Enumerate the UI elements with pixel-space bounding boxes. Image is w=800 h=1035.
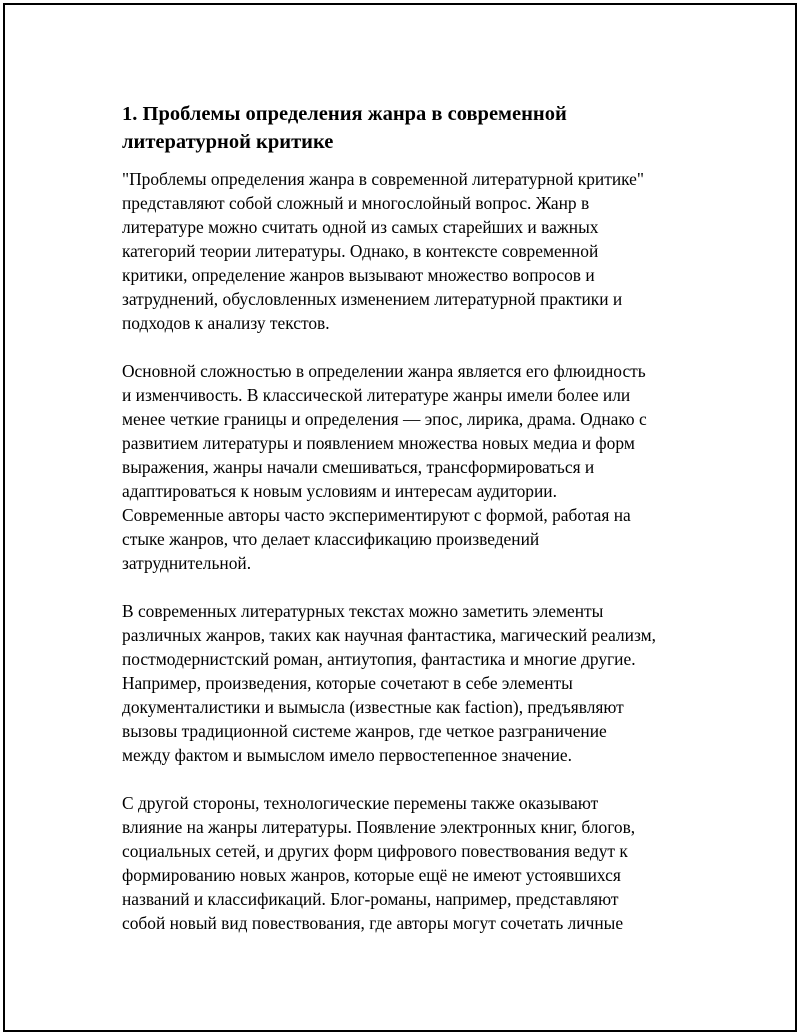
- paragraph-line: и изменчивость. В классической литературе жанры имели более или: [122, 385, 631, 405]
- paragraph-line: литературе можно считать одной из самых старейших и важных: [122, 217, 599, 237]
- paragraph-line: представляют собой сложный и многослойный вопрос. Жанр в: [122, 193, 590, 213]
- paragraph: [122, 791, 688, 935]
- paragraph-line: постмодернистский роман, антиутопия, фантастика и многие другие.: [122, 649, 636, 669]
- paragraph-line: развитием литературы и появлением множества новых медиа и форм: [122, 433, 635, 453]
- paragraph-line: собой новый вид повествования, где авторы могут сочетать личные: [122, 913, 624, 933]
- paragraph: [122, 167, 688, 335]
- paragraph-line: Основной сложностью в определении жанра является его флюидность: [122, 361, 646, 381]
- paragraph-line: С другой стороны, технологические перемены также оказывают: [122, 793, 599, 813]
- section-heading: [122, 100, 688, 156]
- paragraph: [122, 599, 688, 767]
- paragraph-line: стыке жанров, что делает классификацию произведений: [122, 529, 540, 549]
- paragraph-line: категорий теории литературы. Однако, в контексте современной: [122, 241, 599, 261]
- paragraph-line: адаптироваться к новым условиям и интересам аудитории.: [122, 481, 557, 501]
- paragraph-line: затруднительной.: [122, 553, 252, 573]
- paragraph-line: критики, определение жанров вызывают множество вопросов и: [122, 265, 595, 285]
- paragraph-line: документалистики и вымысла (известные как faction), предъявляют: [122, 697, 624, 717]
- heading-line: 1. Проблемы определения жанра в современной: [122, 103, 567, 125]
- paragraph-line: между фактом и вымыслом имело первостепенное значение.: [122, 745, 572, 765]
- paragraph-line: "Проблемы определения жанра в современной литературной критике": [122, 169, 644, 189]
- paragraph-line: менее четкие границы и определения — эпос, лирика, драма. Однако с: [122, 409, 647, 429]
- heading-line: литературной критике: [122, 131, 334, 153]
- paragraph-line: формированию новых жанров, которые ещё не имеют устоявшихся: [122, 865, 621, 885]
- paragraph-line: Современные авторы часто экспериментируют с формой, работая на: [122, 505, 631, 525]
- paragraph-list: [122, 167, 688, 935]
- paragraph: [122, 359, 688, 575]
- paragraph-line: Например, произведения, которые сочетают в себе элементы: [122, 673, 573, 693]
- paragraph-line: затруднений, обусловленных изменением литературной практики и: [122, 289, 623, 309]
- paragraph-line: В современных литературных текстах можно заметить элементы: [122, 601, 604, 621]
- paragraph-line: различных жанров, таких как научная фантастика, магический реализм,: [122, 625, 656, 645]
- document-body: [122, 100, 688, 959]
- paragraph-line: подходов к анализу текстов.: [122, 313, 330, 333]
- paragraph-line: названий и классификаций. Блог-романы, например, представляют: [122, 889, 619, 909]
- paragraph-line: вызовы традиционной системе жанров, где четкое разграничение: [122, 721, 607, 741]
- paragraph-line: социальных сетей, и других форм цифрового повествования ведут к: [122, 841, 628, 861]
- paragraph-line: влияние на жанры литературы. Появление электронных книг, блогов,: [122, 817, 636, 837]
- paragraph-line: выражения, жанры начали смешиваться, трансформироваться и: [122, 457, 595, 477]
- page-frame: [3, 3, 797, 1032]
